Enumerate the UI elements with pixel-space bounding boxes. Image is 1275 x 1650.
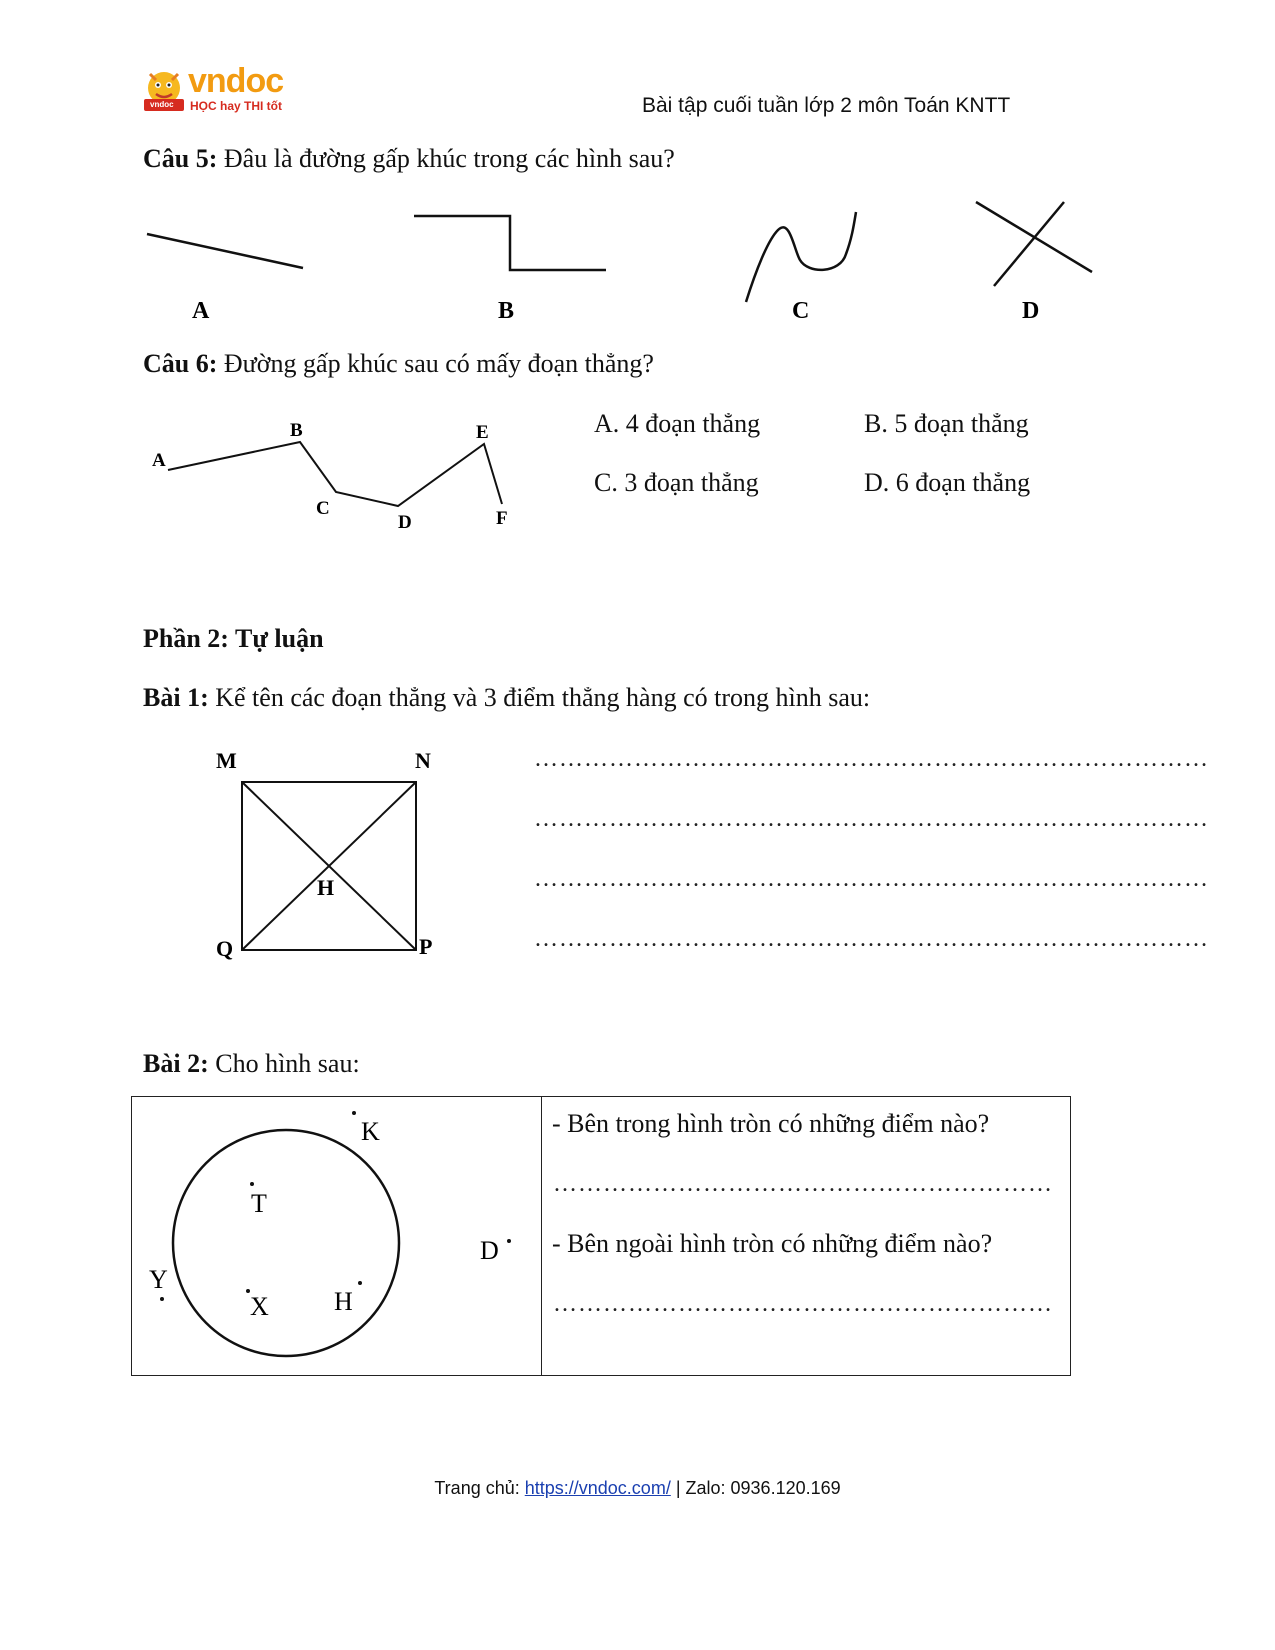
figure-label-c: C — [792, 298, 810, 324]
option-c[interactable]: C. 3 đoạn thẳng — [594, 468, 759, 497]
figure-b-polyline — [414, 216, 606, 270]
exercise-1 — [143, 683, 870, 713]
figure-label-d: D — [1022, 298, 1040, 324]
logo-badge-text: vndoc — [150, 100, 174, 109]
vndoc-logo — [142, 62, 292, 116]
part-2-title: Phần 2: Tự luận — [143, 624, 324, 653]
point-m: M — [216, 748, 237, 773]
figure-label-a: A — [192, 298, 210, 324]
exercise-2-text: Cho hình sau: — [208, 1049, 360, 1078]
answer-line-3[interactable]: ……………………………………………………………………… — [534, 866, 1209, 892]
header-title: Bài tập cuối tuần lớp 2 môn Toán KNTT — [642, 94, 1011, 117]
question-6-label: Câu 6: — [143, 349, 218, 378]
point-e: E — [476, 422, 489, 443]
square-figure — [205, 740, 455, 970]
option-b[interactable]: B. 5 đoạn thẳng — [864, 409, 1029, 438]
figure-d-crossing-lines — [976, 202, 1092, 286]
point-x: X — [250, 1292, 269, 1321]
point-t: T — [251, 1189, 267, 1218]
question-5-label: Câu 5: — [143, 144, 218, 173]
question-6 — [143, 349, 654, 379]
answer-outside[interactable]: …………………………………………………… — [553, 1291, 1053, 1317]
exercise-1-label: Bài 1: — [143, 683, 209, 712]
answer-inside[interactable]: …………………………………………………… — [553, 1171, 1053, 1197]
point-a: A — [152, 450, 166, 471]
figure-c-curve — [746, 212, 856, 302]
point-k: K — [361, 1117, 380, 1146]
figure-a-straight-line — [147, 234, 303, 268]
point-d-circle: D — [480, 1236, 499, 1265]
answer-line-4[interactable]: ……………………………………………………………………… — [534, 926, 1209, 952]
point-h: H — [317, 875, 335, 900]
answer-line-2[interactable]: ……………………………………………………………………… — [534, 806, 1209, 832]
exercise-2-label: Bài 2: — [143, 1049, 209, 1078]
footer-link[interactable]: https://vndoc.com/ — [524, 1478, 671, 1498]
point-h-circle: H — [334, 1287, 353, 1316]
question-5-text: Đâu là đường gấp khúc trong các hình sau? — [217, 144, 675, 173]
point-y: Y — [149, 1265, 168, 1294]
point-d: D — [398, 512, 412, 533]
footer-suffix: | Zalo: 0936.120.169 — [670, 1478, 841, 1498]
q6-polyline-figure — [140, 410, 530, 540]
table-divider — [541, 1097, 542, 1375]
point-c: C — [316, 498, 330, 519]
point-q: Q — [216, 936, 234, 961]
q5-figures — [130, 190, 1110, 330]
logo-tagline: HỌC hay THI tốt — [190, 99, 282, 113]
circle-figure — [132, 1097, 537, 1375]
question-outside: - Bên ngoài hình tròn có những điểm nào? — [552, 1229, 993, 1258]
question-6-text: Đường gấp khúc sau có mấy đoạn thẳng? — [217, 349, 654, 378]
exercise-2-table — [131, 1096, 1071, 1376]
option-d[interactable]: D. 6 đoạn thẳng — [864, 468, 1031, 497]
option-a[interactable]: A. 4 đoạn thẳng — [594, 409, 761, 438]
exercise-2 — [143, 1049, 360, 1079]
point-f: F — [496, 508, 508, 529]
exercise-1-text: Kể tên các đoạn thẳng và 3 điểm thẳng hàng có trong hình sau: — [208, 683, 871, 712]
point-n: N — [415, 748, 431, 773]
figure-label-b: B — [498, 298, 515, 324]
logo-wordmark: vndoc — [188, 62, 284, 100]
footer — [0, 1478, 1275, 1499]
answer-line-1[interactable]: ……………………………………………………………………… — [534, 746, 1209, 772]
question-5 — [143, 144, 675, 174]
point-b: B — [290, 420, 303, 441]
footer-prefix: Trang chủ: — [434, 1478, 525, 1498]
question-inside: - Bên trong hình tròn có những điểm nào? — [552, 1109, 990, 1138]
point-p: P — [419, 934, 433, 959]
